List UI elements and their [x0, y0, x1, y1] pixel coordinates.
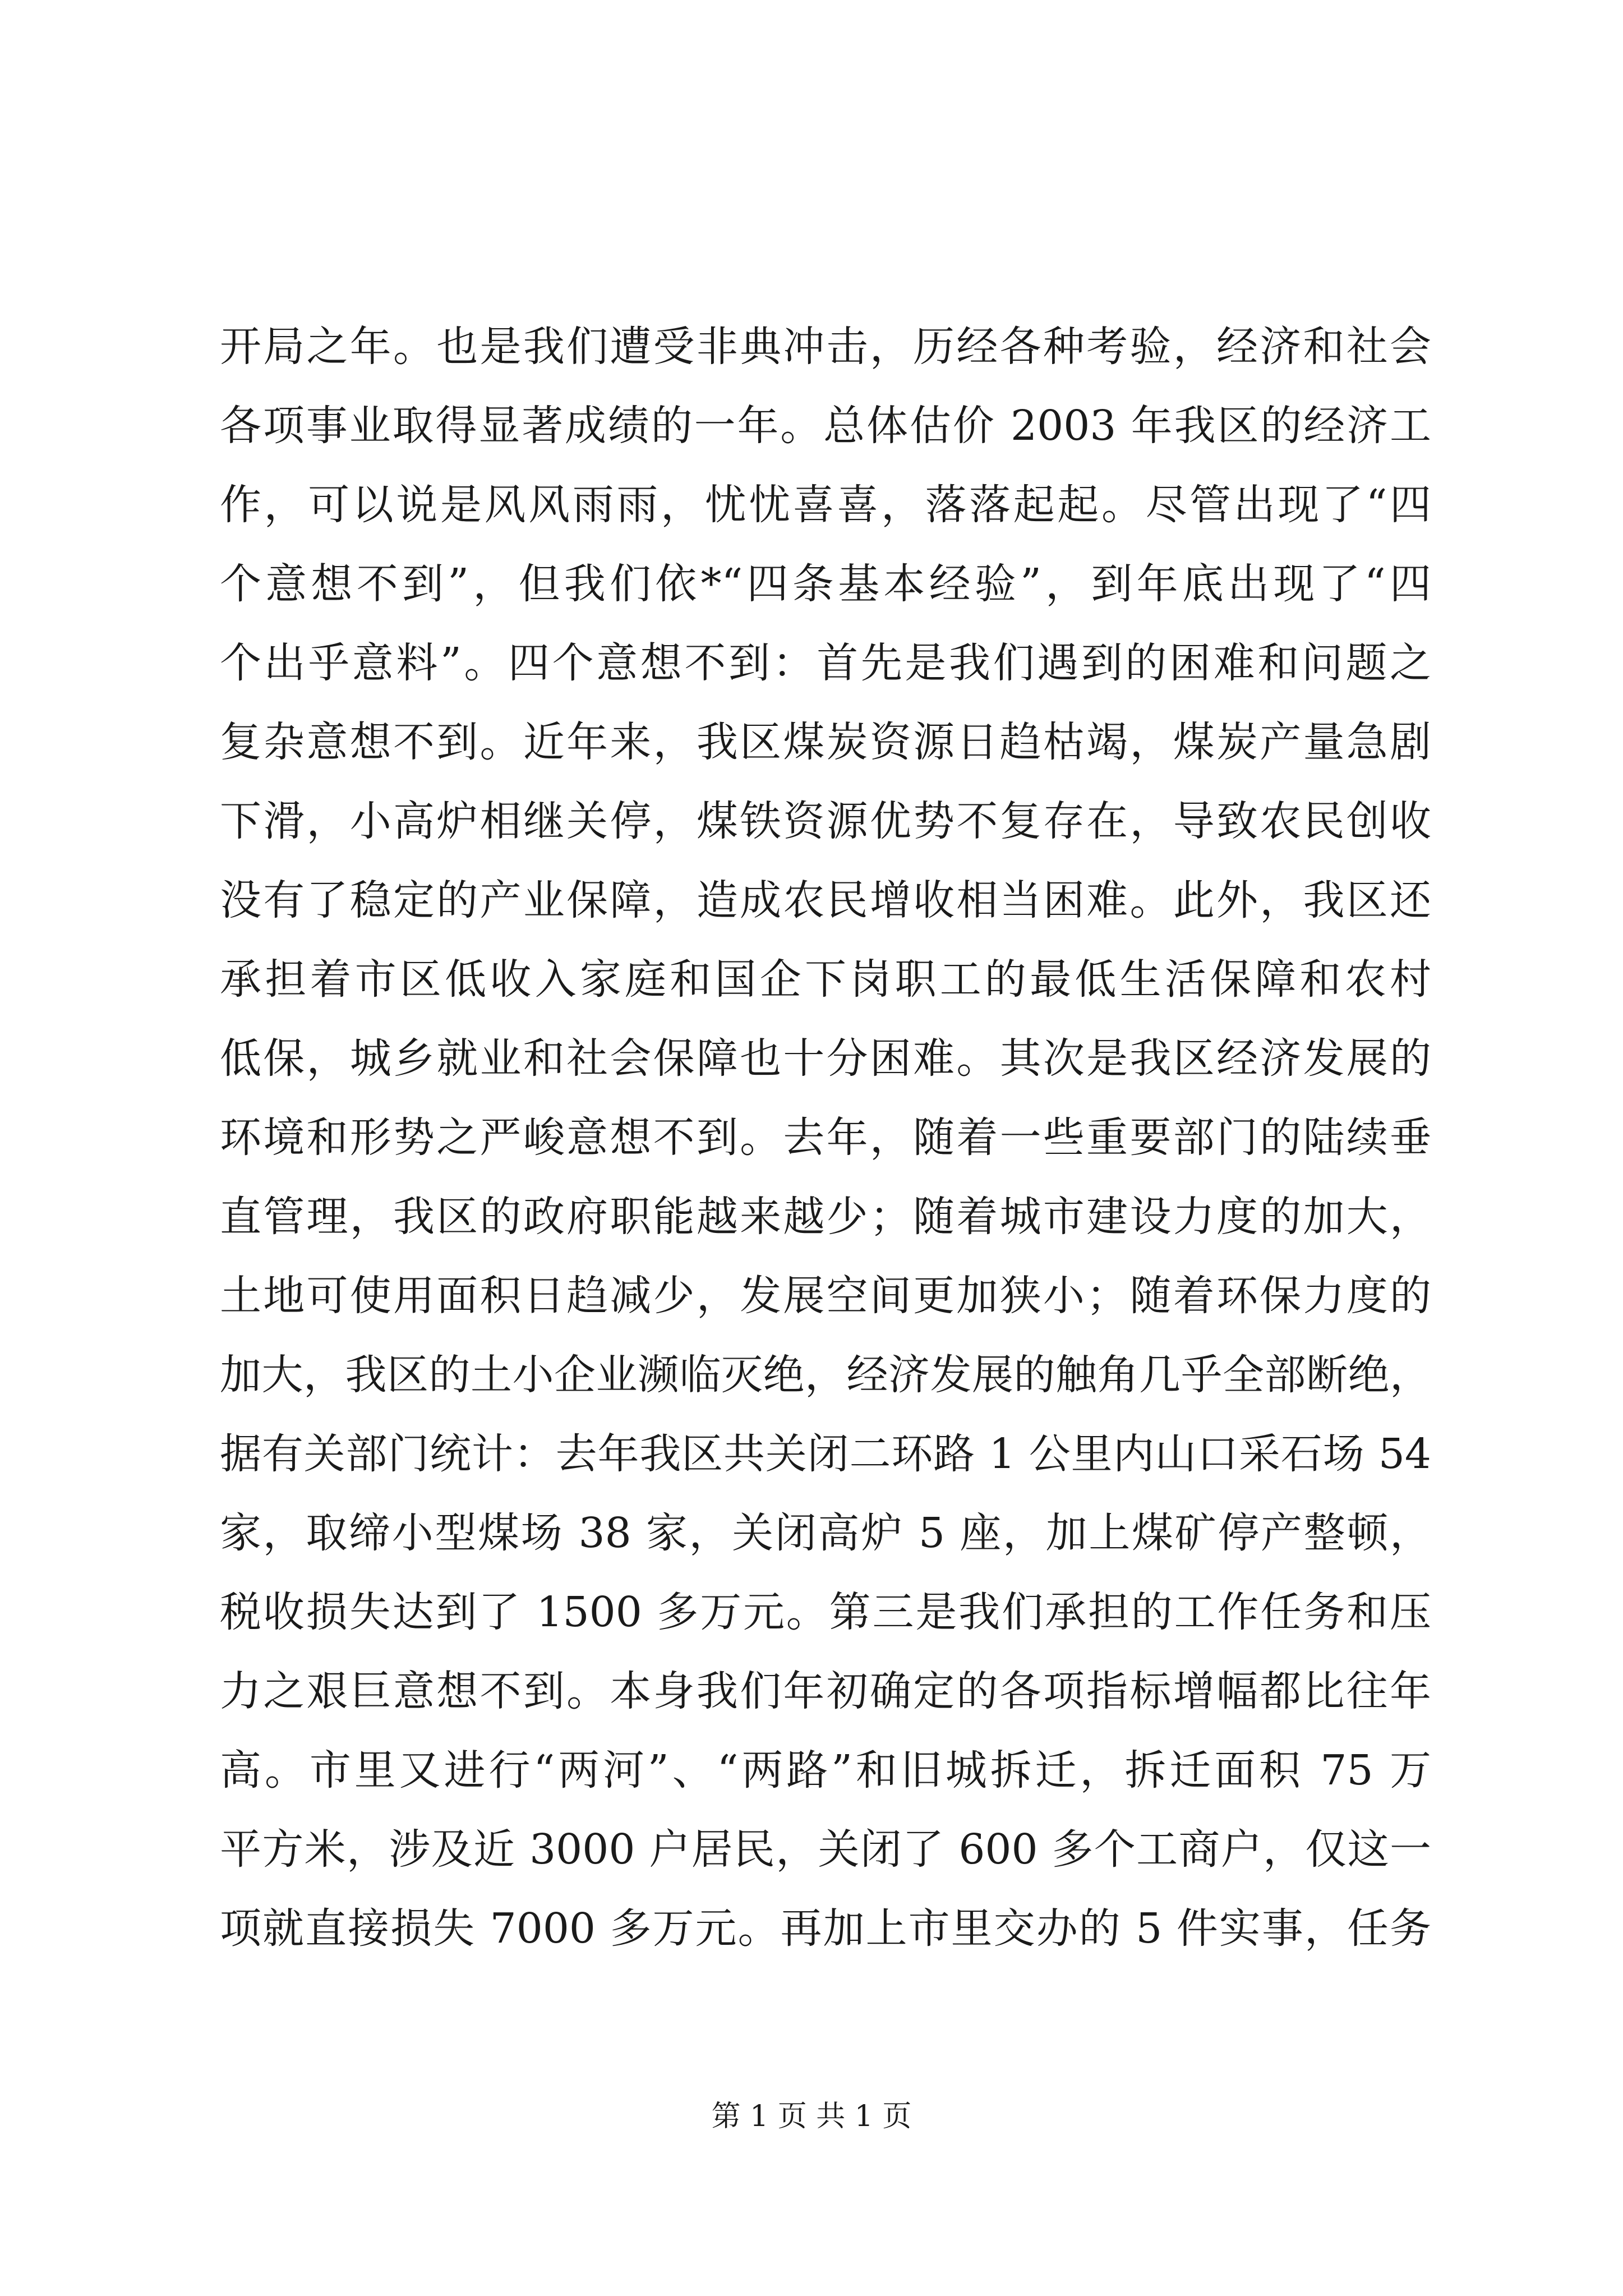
text-line: 据有关部门统计：去年我区共关闭二环路 1 公里内山口采石场 54 — [220, 1430, 1431, 1478]
text-line: 下滑，小高炉相继关停，煤铁资源优势不复存在，导致农民创收 — [220, 797, 1431, 845]
text-line: 低保，城乡就业和社会保障也十分困难。其次是我区经济发展的 — [220, 1034, 1431, 1083]
page-footer: 第 1 页 共 1 页 — [711, 2100, 912, 2133]
body-text — [220, 307, 1431, 1968]
text-line: 各项事业取得显著成绩的一年。总体估价 2003 年我区的经济工 — [220, 402, 1431, 450]
text-line: 税收损失达到了 1500 多万元。第三是我们承担的工作任务和压 — [220, 1588, 1431, 1636]
text-line: 个意想不到”，但我们依*“四条基本经验”，到年底出现了“四 — [220, 560, 1431, 608]
text-line: 作，可以说是风风雨雨，忧忧喜喜，落落起起。尽管出现了“四 — [220, 481, 1431, 529]
text-line: 平方米，涉及近 3000 户居民，关闭了 600 多个工商户，仅这一 — [220, 1825, 1431, 1874]
text-line: 承担着市区低收入家庭和国企下岗职工的最低生活保障和农村 — [220, 955, 1431, 1004]
text-line: 直管理，我区的政府职能越来越少；随着城市建设力度的加大， — [220, 1193, 1431, 1241]
text-line: 环境和形势之严峻意想不到。去年，随着一些重要部门的陆续垂 — [220, 1114, 1431, 1162]
text-line: 家，取缔小型煤场 38 家，关闭高炉 5 座，加上煤矿停产整顿， — [220, 1509, 1431, 1557]
text-line: 加大，我区的土小企业濒临灭绝，经济发展的触角几乎全部断绝， — [220, 1351, 1431, 1399]
text-line: 力之艰巨意想不到。本身我们年初确定的各项指标增幅都比往年 — [220, 1667, 1431, 1715]
text-line: 个出乎意料”。四个意想不到：首先是我们遇到的困难和问题之 — [220, 639, 1431, 687]
text-line: 没有了稳定的产业保障，造成农民增收相当困难。此外，我区还 — [220, 876, 1431, 924]
text-line: 开局之年。也是我们遭受非典冲击，历经各种考验，经济和社会 — [220, 323, 1431, 371]
text-line: 复杂意想不到。近年来，我区煤炭资源日趋枯竭，煤炭产量急剧 — [220, 718, 1431, 766]
text-line: 项就直接损失 7000 多万元。再加上市里交办的 5 件实事，任务 — [220, 1904, 1431, 1953]
text-line: 土地可使用面积日趋减少，发展空间更加狭小；随着环保力度的 — [220, 1272, 1431, 1320]
text-line: 高。市里又进行“两河”、“两路”和旧城拆迁，拆迁面积 75 万 — [220, 1746, 1431, 1795]
